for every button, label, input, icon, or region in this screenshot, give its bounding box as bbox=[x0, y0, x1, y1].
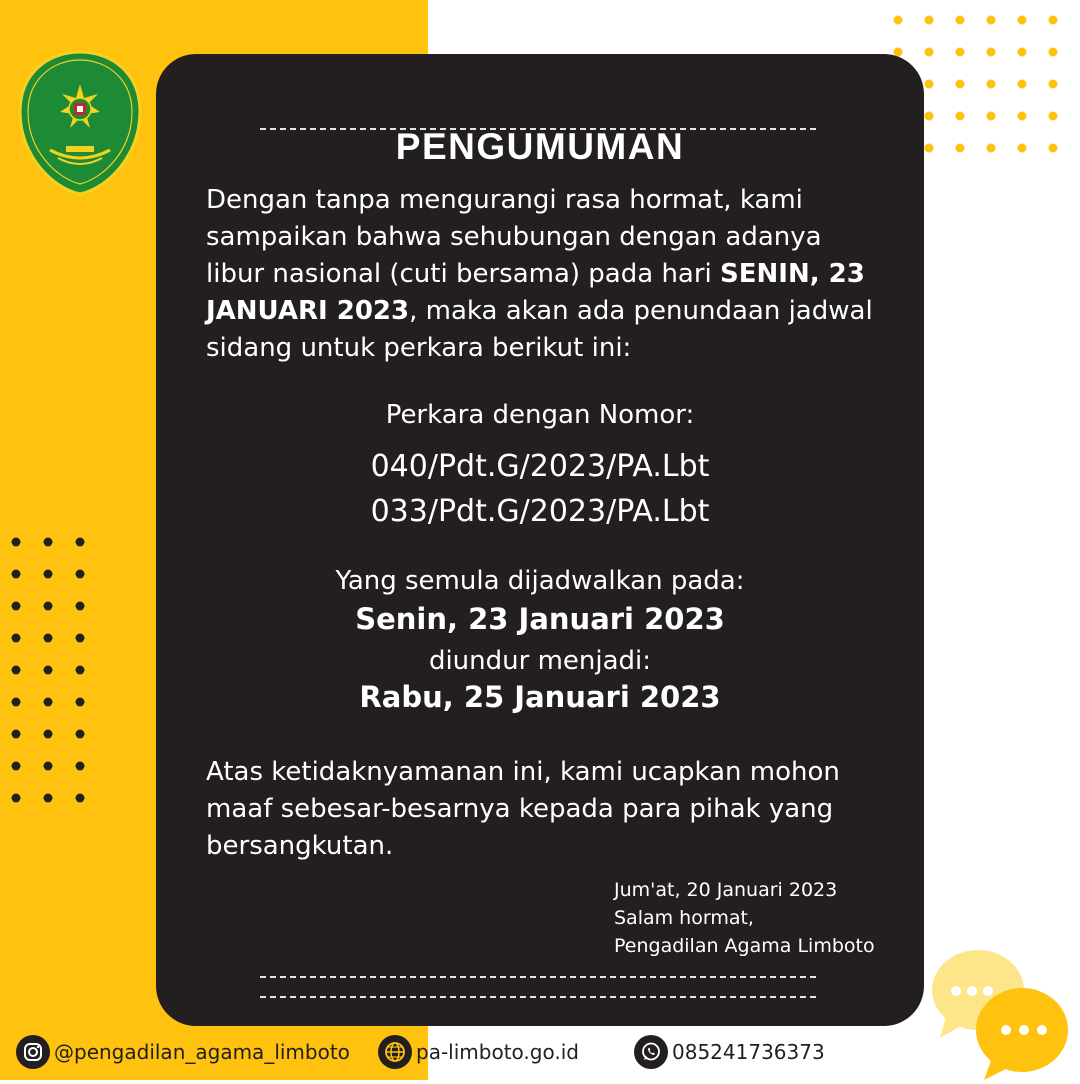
original-schedule-label: Yang semula dijadwalkan pada: bbox=[335, 566, 745, 596]
intro-text-end: , maka akan ada penundaan jadwal sidang untuk perkara berikut ini: bbox=[206, 296, 873, 363]
closing-paragraph: Atas ketidaknyamanan ini, kami ucapkan mohon maaf sebesar-besarnya kepada para pihak yang bersangkutan. bbox=[206, 757, 840, 861]
whatsapp-contact[interactable] bbox=[634, 1034, 825, 1070]
decorative-dots-left bbox=[0, 528, 110, 818]
announcement-title: PENGUMUMAN bbox=[395, 126, 685, 167]
instagram-handle: @pengadilan_agama_limboto bbox=[54, 1040, 350, 1064]
case-number: 040/Pdt.G/2023/PA.Lbt bbox=[370, 449, 710, 484]
signature-date: Jum'at, 20 Januari 2023 bbox=[614, 879, 838, 901]
website-url: pa-limboto.go.id bbox=[416, 1040, 579, 1064]
signature-org: Pengadilan Agama Limboto bbox=[614, 935, 875, 957]
holiday-date: SENIN, 23 JANUARI 2023 bbox=[206, 259, 865, 326]
website-contact[interactable] bbox=[378, 1034, 579, 1070]
bottom-divider bbox=[260, 976, 816, 978]
new-date: Rabu, 25 Januari 2023 bbox=[359, 680, 721, 714]
case-label: Perkara dengan Nomor: bbox=[385, 400, 695, 430]
announcement-card bbox=[156, 54, 924, 1026]
chat-bubbles-decoration bbox=[926, 946, 1080, 1080]
signature-greeting: Salam hormat, bbox=[614, 907, 754, 929]
whatsapp-number: 085241736373 bbox=[672, 1040, 825, 1064]
intro-paragraph bbox=[206, 182, 886, 367]
whatsapp-icon bbox=[634, 1035, 668, 1069]
globe-icon bbox=[378, 1035, 412, 1069]
instagram-contact[interactable] bbox=[16, 1034, 350, 1070]
postponed-label: diundur menjadi: bbox=[428, 646, 652, 676]
court-logo bbox=[18, 50, 142, 196]
title-divider bbox=[260, 128, 816, 130]
original-date: Senin, 23 Januari 2023 bbox=[355, 602, 725, 636]
signature-block bbox=[614, 876, 875, 960]
case-number: 033/Pdt.G/2023/PA.Lbt bbox=[370, 494, 710, 529]
intro-text: Dengan tanpa mengurangi rasa hormat, kami sampaikan bahwa sehubungan dengan adanya libur nasional (cuti bersama) pada hari bbox=[206, 185, 822, 289]
instagram-icon bbox=[16, 1035, 50, 1069]
bottom-divider bbox=[260, 996, 816, 998]
